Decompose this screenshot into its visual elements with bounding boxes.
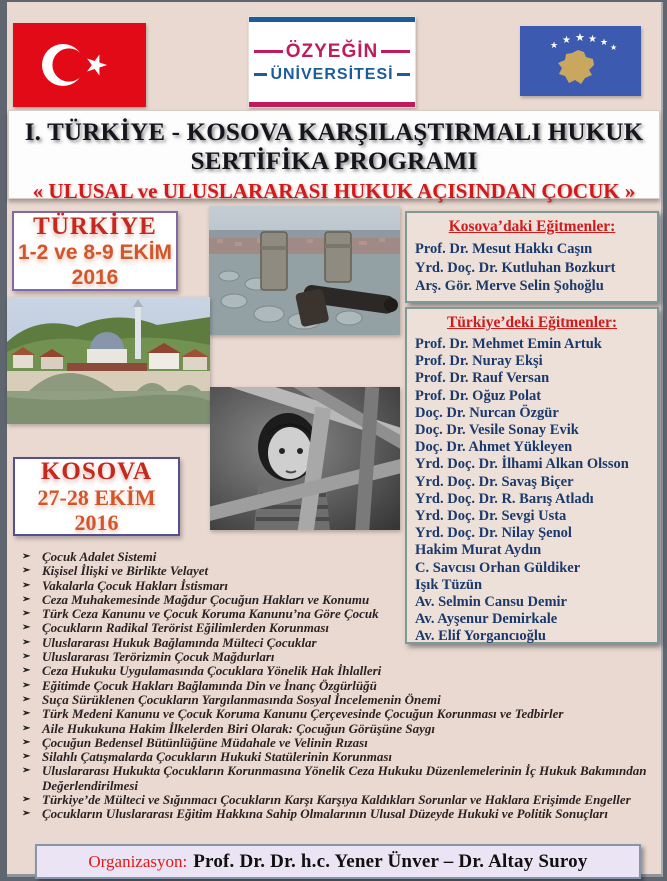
turkiye-dates: 1-2 ve 8-9 EKİM [17,240,173,264]
logo-bottom-rule [249,102,415,107]
topic-item [15,693,667,707]
kosovo-star-icon: ★ [610,43,618,52]
topic-text: Suça Sürüklenen Çocukların Yargılanmasında Sosyal İncelemenin Önemi [42,691,441,707]
topic-text: Türk Ceza Kanunu ve Çocuk Koruma Kanunu’na Göre Çocuk [42,606,379,622]
topic-item [15,750,667,764]
trainer-name: Yrd. Doç. Dr. Savaş Biçer [415,473,574,490]
topic-item [15,593,667,607]
arrow-bullet-icon: ➢ [22,722,31,734]
topic-text: Çocuk Adalet Sistemi [42,549,157,564]
kosovo-star-icon: ★ [562,35,571,46]
trainer-name: C. Savcısı Orhan Güldiker [415,559,581,576]
logo-rule-right2 [397,73,410,76]
topic-text: Kişisel İlişki ve Birlikte Velayet [42,563,209,579]
photo-prizren-bridge [7,297,210,424]
trainer-name: Prof. Dr. Oğuz Polat [415,387,542,404]
kosovo-star-icon: ★ [550,40,559,50]
topic-text: Silahlı Çatışmalarda Çocukların Hukuki Statülerinin Korunması [42,749,393,765]
program-title-line2: SERTİFİKA PROGRAMI [190,148,478,175]
turkey-flag-graphic [13,23,146,107]
topic-text: Uluslararası Hukukta Çocukların Korunmasına Yönelik Ceza Hukuku Düzenlemelerinin İç Hukuk Bakımından Değerlendirilmesi [42,763,647,793]
trainer-name: Doç. Dr. Nurcan Özgür [415,404,559,421]
arrow-bullet-icon: ➢ [22,579,31,591]
trainer-name: Prof. Dr. Mesut Hakkı Caşın [415,241,593,257]
arrow-bullet-icon: ➢ [22,565,31,577]
kosova-dates: 27-28 EKİM [37,485,156,510]
topic-item [15,736,667,750]
trainer-name: Doç. Dr. Ahmet Yükleyen [415,439,573,456]
topic-item [15,793,667,807]
trainer-name: Yrd. Doç. Dr. Sevgi Usta [415,508,567,525]
title-banner [8,110,660,203]
turkiye-label: TÜRKİYE [33,212,157,240]
topic-text: Çocukların Uluslararası Eğitim Hakkına Sahip Olmalarının Ulusal Düzeyde Hukuki ve Politik Sonuçları [42,806,608,822]
topic-item [15,564,667,578]
logo-rule-left [254,50,283,53]
logo-text-ozyegin: ÖZYEĞİN [285,40,379,62]
kosovo-trainers-box [405,211,659,303]
turkey-flag [13,23,146,107]
arrow-bullet-icon: ➢ [22,794,31,806]
kosova-dates-box [13,457,180,536]
arrow-bullet-icon: ➢ [22,651,31,663]
arrow-bullet-icon: ➢ [22,679,31,691]
arrow-bullet-icon: ➢ [22,608,31,620]
arrow-bullet-icon: ➢ [22,708,31,720]
program-title-line1: I. TÜRKİYE - KOSOVA KARŞILAŞTIRMALI HUKUK [24,119,644,146]
poster [7,2,663,877]
organization-names: Prof. Dr. Dr. h.c. Yener Ünver – Dr. Altay Suroy [193,850,588,872]
trainer-name: Yrd. Doç. Dr. Nilay Şenol [415,525,572,542]
topic-text: Vakalarla Çocuk Hakları İstismarı [42,577,229,593]
kosovo-star-icon: ★ [588,34,597,45]
topic-text: Çocukların Radikal Terörist Eğilimlerden Korunması [42,620,330,636]
arrow-bullet-icon: ➢ [22,551,31,562]
turkey-trainers-title: Türkiye’deki Eğitmenler: [446,314,618,331]
trainer-name: Av. Selmin Cansu Demir [415,594,567,611]
topic-item [15,636,667,650]
arrow-bullet-icon: ➢ [22,636,31,648]
turkiye-year: 2016 [71,265,119,289]
kosovo-trainers-title: Kosova’daki Eğitmenler: [448,218,616,235]
kosovo-trainers-list [415,240,649,296]
trainer-name: Prof. Dr. Nuray Ekşi [415,353,543,370]
trainer-name: Yrd. Doç. Dr. R. Barış Atladı [415,490,594,507]
logo-rule-left2 [254,73,267,76]
trainer-name: Av. Elif Yorgancıoğlu [415,628,546,645]
trainer-name: Av. Ayşenur Demirkale [415,611,558,628]
arrow-bullet-icon: ➢ [22,593,31,605]
organization-label: Organizasyon: [88,851,188,871]
topic-item [15,722,667,736]
trainer-name: Prof. Dr. Mehmet Emin Artuk [415,336,602,352]
topic-item [15,764,667,793]
topic-text: Türk Medeni Kanunu ve Çocuk Koruma Kanunu Çerçevesinde Çocuğun Korunması ve Tedbirler [42,706,564,722]
topic-text: Ceza Hukuku Uygulamasında Çocuklara Yönelik Hak İhlalleri [42,663,382,679]
topic-item [15,807,667,821]
trainer-name: Işık Tüzün [415,576,483,593]
topic-item [15,550,667,564]
arrow-bullet-icon: ➢ [22,622,31,634]
kosovo-star-icon: ★ [600,37,609,47]
kosova-year: 2016 [74,510,119,535]
trainer-name: Doç. Dr. Vesile Sonay Evik [415,422,579,439]
arrow-bullet-icon: ➢ [22,665,31,677]
arrow-bullet-icon: ➢ [22,765,31,777]
topic-item [15,607,667,621]
photo-child-bw [210,387,400,530]
topic-text: Türkiye’de Mülteci ve Sığınmacı Çocukların Karşı Karşıya Kaldıkları Sorunlar ve Haklara Erişimde Engeller [42,792,631,808]
topic-text: Çocuğun Bedensel Bütünlüğüne Müdahale ve Velinin Rızası [42,734,368,750]
arrow-bullet-icon: ➢ [22,808,31,820]
topics-list [15,550,667,822]
ozyegin-university-logo [248,16,416,108]
photo-fortress-cannon [209,206,400,335]
logo-rule-right [381,50,410,53]
turkiye-dates-box [12,211,178,291]
topic-item [15,679,667,693]
trainer-name: Prof. Dr. Rauf Versan [415,370,550,387]
topic-item [15,664,667,678]
program-subtitle: « ULUSAL ve ULUSLARARASI HUKUK AÇISINDAN ÇOCUK » [32,179,636,203]
topic-item [15,707,667,721]
logo-text-universitesi: ÜNİVERSİTESİ [270,65,394,83]
arrow-bullet-icon: ➢ [22,693,31,705]
organization-bar [35,844,641,879]
topic-text: Uluslararası Terörizmin Çocuk Mağdurları [42,649,275,665]
trainer-name: Yrd. Doç. Dr. Kutluhan Bozkurt [415,259,616,276]
kosova-label: KOSOVA [40,458,153,485]
arrow-bullet-icon: ➢ [22,736,31,748]
topic-text: Eğitimde Çocuk Hakları Bağlamında Din ve İnanç Özgürlüğü [42,677,377,693]
kosovo-star-icon: ★ [575,32,585,44]
trainer-name: Yrd. Doç. Dr. İlhami Alkan Olsson [415,456,629,473]
kosovo-flag [520,26,641,96]
trainer-name: Arş. Gör. Merve Selin Şohoğlu [415,278,604,294]
trainer-name: Hakim Murat Aydın [415,542,542,559]
kosovo-flag-graphic [520,26,641,96]
topic-text: Uluslararası Hukuk Bağlamında Mülteci Çocuklar [42,634,317,650]
topic-item [15,576,667,593]
topic-text: Ceza Muhakemesinde Mağdur Çocuğun Hakları ve Konumu [42,591,370,607]
topic-item [15,650,667,664]
topic-text: Aile Hukukuna Hakim İlkelerden Biri Olarak: Çocuğun Görüşüne Saygı [42,720,435,736]
topic-item [15,621,667,635]
arrow-bullet-icon: ➢ [22,751,31,763]
